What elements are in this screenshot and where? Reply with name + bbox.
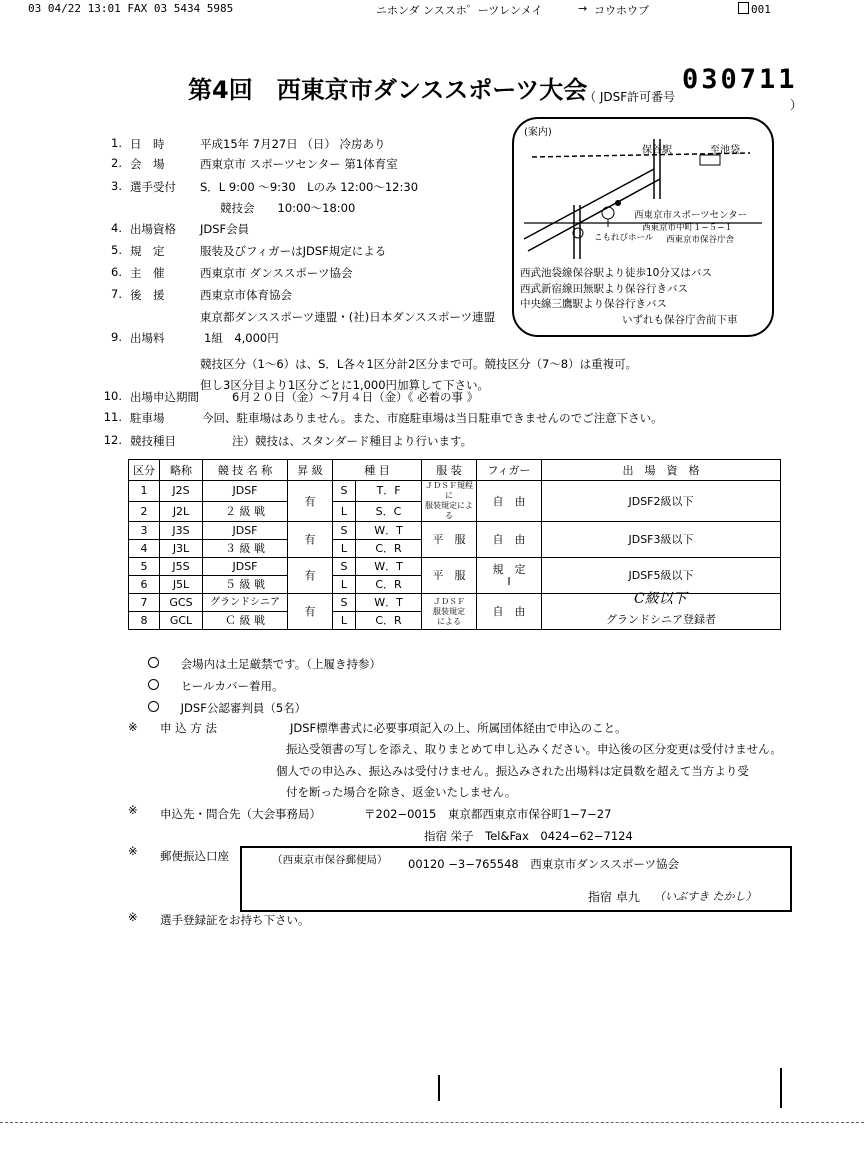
account-number: 00120 −3−765548 西東京市ダンススポーツ協会 (408, 857, 680, 871)
map-hall: こもれびホール (594, 233, 654, 243)
apply-line: 個人での申込み、振込みは受付けません。振込みされた出場料は定員数を超えて当方より受 (276, 764, 749, 778)
promotion-cell: 有 (288, 558, 333, 594)
style-cell: L (333, 576, 356, 594)
bullet-item: ヒールカバー着用。 (148, 678, 283, 694)
dance-cell: W．T (356, 594, 422, 612)
parking-value: 今回、駐車場はありません。また、市庭駐車場は当日駐車できませんのでご注意下さい。 (202, 411, 663, 425)
item-number: 9. (111, 330, 122, 344)
kubun-cell: 3 (129, 522, 160, 540)
item-value: JDSF会員 (200, 222, 250, 236)
item-number: 12. (103, 433, 122, 447)
dance-cell: C．R (356, 612, 422, 630)
item-value: 服装及びフィガーはJDSF規定による (200, 244, 387, 258)
postal-label: 郵便振込口座 (160, 849, 229, 863)
item-value: 平成15年 7月27日 （日） 冷房あり (200, 137, 386, 151)
item-number: 1. (111, 136, 122, 150)
figure-cell: 自 由 (477, 481, 542, 522)
fax-recipient: コウホウブ (594, 4, 649, 17)
scan-edge (0, 1122, 864, 1124)
style-cell: L (333, 612, 356, 630)
map-route: 中央線三鷹駅より保谷行きバス (520, 298, 667, 310)
item-value: 西東京市 ダンススポーツ協会 (200, 266, 353, 280)
item-label: 主 催 (130, 266, 165, 280)
item-number: 4. (111, 221, 122, 235)
abbr-cell: GCL (160, 612, 203, 630)
document-number: 030711 (682, 64, 798, 95)
kubun-cell: 1 (129, 481, 160, 502)
events-label: 競技種目 (130, 434, 176, 448)
dance-cell: W．T (356, 522, 422, 540)
map-route: 西武池袋線保谷駅より徒歩10分又はバス (520, 267, 712, 279)
table-header: 昇 級 (288, 460, 333, 481)
scan-mark (438, 1075, 440, 1101)
kubun-cell: 8 (129, 612, 160, 630)
style-cell: S (333, 481, 356, 502)
qualification-text: グランドシニア登録者 (606, 613, 716, 626)
kubun-cell: 6 (129, 576, 160, 594)
dance-cell: C．R (356, 540, 422, 558)
style-cell: S (333, 558, 356, 576)
table-header: 区分 (129, 460, 160, 481)
fee-note: 但し3区分目より1区分ごとに1,000円加算して下さい。 (200, 378, 490, 392)
promotion-cell: 有 (288, 481, 333, 522)
map-direction: 至池袋 (710, 145, 740, 156)
table-row (129, 522, 781, 540)
item-label: 出場資格 (130, 222, 176, 236)
item-number: 6. (111, 265, 122, 279)
fee-label: 出場料 (130, 331, 165, 345)
event-name-cell: JDSF (203, 481, 288, 502)
style-cell: L (333, 501, 356, 522)
deadline-label: 出場申込期間 (130, 390, 199, 404)
circle-bullet-icon (148, 679, 159, 690)
item-number: 2. (111, 156, 122, 170)
qualification-cell: JDSF2級以下 (542, 481, 781, 522)
note-mark: ※ (128, 910, 138, 924)
dance-cell: C．R (356, 576, 422, 594)
scan-mark (780, 1068, 782, 1108)
table-header: 服 装 (422, 460, 477, 481)
figure-cell: 規 定 Ⅰ (477, 558, 542, 594)
note-mark: ※ (128, 720, 138, 734)
table-row (129, 558, 781, 576)
item-label: 後 援 (130, 288, 165, 302)
abbr-cell: J5S (160, 558, 203, 576)
post-office-name: （西東京市保谷郵便局） (272, 854, 388, 866)
item-label: 会 場 (130, 157, 165, 171)
apply-label: 申 込 方 法 (160, 721, 217, 735)
fax-arrow: → (578, 2, 588, 15)
event-name-cell: グランドシニア (203, 594, 288, 612)
map-heading: (案内) (524, 127, 552, 138)
map-office: 西東京市保谷庁舎 (666, 235, 735, 245)
account-holder-reading: （いぶすき たかし） (654, 890, 757, 903)
event-name-cell: ２ 級 戦 (203, 501, 288, 522)
event-name-cell: Ｃ 級 戦 (203, 612, 288, 630)
item-value: 競技会 10:00〜18:00 (220, 201, 356, 215)
table-header: 種 目 (333, 460, 422, 481)
qualification-cell: JDSF3級以下 (542, 522, 781, 558)
event-name-cell: ５ 級 戦 (203, 576, 288, 594)
qualification-cell: JDSF5級以下 (542, 558, 781, 594)
fax-header-sender-info: 03 04/22 13:01 FAX 03 5434 5985 (28, 2, 234, 15)
apply-line: 付を断った場合を除き、返金いたしません。 (286, 785, 517, 799)
style-cell: S (333, 594, 356, 612)
table-header-row (129, 460, 781, 481)
dance-cell: T．F (356, 481, 422, 502)
abbr-cell: J3L (160, 540, 203, 558)
map-station: 保谷駅 (642, 145, 672, 156)
contact-label: 申込先・問合先（大会事務局） (160, 807, 321, 821)
item-label: 日 時 (130, 137, 165, 151)
figure-cell: 自 由 (477, 594, 542, 630)
event-name-cell: JDSF (203, 558, 288, 576)
fee-value: 1組 4,000円 (204, 331, 279, 345)
location-map (512, 117, 774, 337)
item-value: 東京都ダンススポーツ連盟・(社)日本ダンススポーツ連盟 (200, 310, 496, 324)
events-note: 注）競技は、スタンダード種目より行います。 (232, 434, 473, 448)
postal-account-box (240, 846, 792, 912)
abbr-cell: J2L (160, 501, 203, 522)
item-number: 10. (103, 389, 122, 403)
item-value: 西東京市体育協会 (200, 288, 292, 302)
fax-page-icon (738, 2, 749, 14)
map-address: 西東京市中町１−５−１ (642, 223, 733, 233)
kubun-cell: 7 (129, 594, 160, 612)
item-value: S．L 9:00 〜9:30 Lのみ 12:00〜12:30 (200, 180, 419, 194)
attire-cell: 平 服 (422, 522, 477, 558)
kubun-cell: 2 (129, 501, 160, 522)
abbr-cell: J2S (160, 481, 203, 502)
competition-table (128, 459, 781, 630)
deadline-value: 6月２０日（金）〜7月４日（金）《 必着の事 》 (232, 390, 479, 404)
circle-bullet-icon (148, 657, 159, 668)
item-label: 選手受付 (130, 180, 176, 194)
style-cell: L (333, 540, 356, 558)
map-sports-center: 西東京市スポーツセンター (634, 210, 748, 221)
attire-cell: ＪＤＳＦ 服装規定 による (422, 594, 477, 630)
figure-cell: 自 由 (477, 522, 542, 558)
kubun-cell: 4 (129, 540, 160, 558)
apply-line: JDSF標準書式に必要事項記入の上、所属団体経由で申込のこと。 (290, 721, 627, 735)
fax-sender-name: ニホンダ ンススホ゜ーツレンメイ (376, 4, 543, 17)
map-route: 西武新宿線田無駅より保谷行きバス (520, 283, 688, 295)
page-title: 第4回 西東京市ダンススポーツ大会 (188, 76, 588, 104)
final-note: 選手登録証をお持ち下さい。 (160, 913, 310, 927)
contact-address: 〒202−0015 東京都西東京市保谷町1−7−27 (364, 807, 612, 821)
table-header: 出 場 資 格 (542, 460, 781, 481)
attire-cell: 平 服 (422, 558, 477, 594)
abbr-cell: J3S (160, 522, 203, 540)
table-row (129, 594, 781, 612)
attire-cell: ＪＤＳＦ規程に 服装規定による (422, 481, 477, 522)
table-header: 略称 (160, 460, 203, 481)
item-label: 規 定 (130, 244, 165, 258)
kubun-cell: 5 (129, 558, 160, 576)
table-row (129, 481, 781, 502)
fax-page: 001 (738, 2, 771, 16)
promotion-cell: 有 (288, 594, 333, 630)
fee-note: 競技区分（1〜6）は、S．L各々1区分計2区分まで可。競技区分（7〜8）は重複可。 (200, 357, 638, 371)
event-name-cell: ３ 級 戦 (203, 540, 288, 558)
item-number: 11. (103, 410, 122, 424)
apply-line: 振込受領書の写しを添え、取りまとめて申し込みください。申込後の区分変更は受付けません。 (286, 742, 782, 756)
item-number: 5. (111, 243, 122, 257)
table-header: フィガー (477, 460, 542, 481)
bullet-item: JDSF公認審判員（5名） (148, 700, 306, 716)
account-holder: 指宿 卓九 (588, 890, 640, 904)
dance-cell: W．T (356, 558, 422, 576)
dance-cell: S．C (356, 501, 422, 522)
item-value: 西東京市 スポーツセンター 第1体育室 (200, 157, 398, 171)
parking-label: 駐車場 (130, 411, 165, 425)
style-cell: S (333, 522, 356, 540)
table-header: 競 技 名 称 (203, 460, 288, 481)
note-mark: ※ (128, 803, 138, 817)
note-mark: ※ (128, 844, 138, 858)
handwritten-qualification: C級以下 (634, 591, 687, 607)
permit-number-close: ） (790, 98, 803, 112)
bullet-item: 会場内は土足厳禁です。（上履き持参） (148, 656, 381, 672)
item-number: 3. (111, 179, 122, 193)
contact-name-tel: 指宿 栄子 Tel&Fax 0424−62−7124 (424, 829, 633, 843)
promotion-cell: 有 (288, 522, 333, 558)
map-route: いずれも保谷庁舎前下車 (622, 314, 738, 326)
permit-number-label: （ JDSF許可番号 (584, 90, 676, 104)
abbr-cell: J5L (160, 576, 203, 594)
abbr-cell: GCS (160, 594, 203, 612)
item-number: 7. (111, 287, 122, 301)
event-name-cell: JDSF (203, 522, 288, 540)
circle-bullet-icon (148, 701, 159, 712)
qualification-cell (542, 591, 781, 630)
